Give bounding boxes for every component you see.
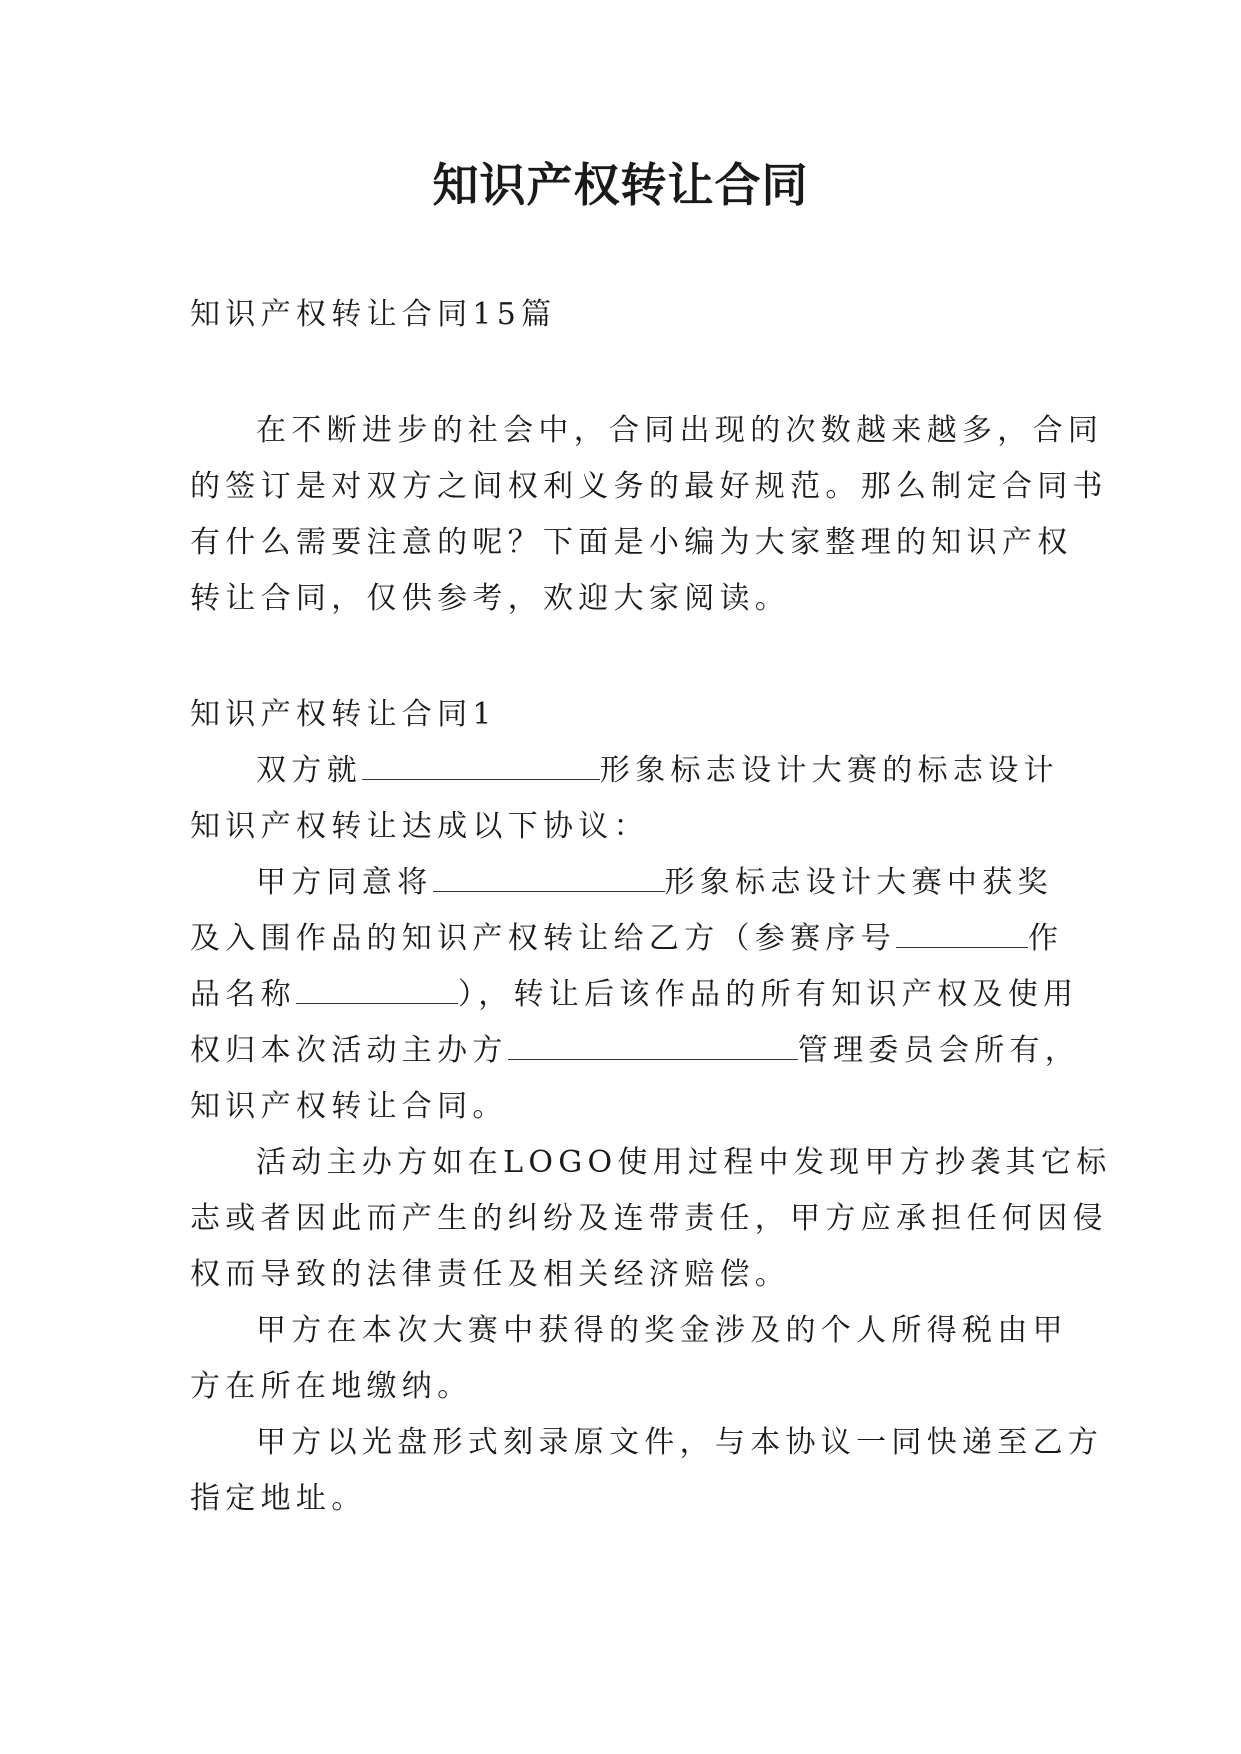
clause-text: ），转让后该作品的所有知识产权及使用 xyxy=(457,977,1079,1012)
clause-line xyxy=(190,967,1079,1023)
clause-line: 志或者因此而产生的纠纷及连带责任，甲方应承担任何因侵 xyxy=(190,1201,1108,1236)
clause-line: 活动主办方如在LOGO使用过程中发现甲方抄袭其它标 xyxy=(256,1145,1112,1180)
clause-line xyxy=(190,1023,1081,1079)
clause-line xyxy=(190,855,1070,911)
clause-line: 知识产权转让合同。 xyxy=(190,1089,508,1124)
clause-line: 权而导致的法律责任及相关经济赔偿。 xyxy=(190,1257,791,1292)
intro-line: 转让合同，仅供参考，欢迎大家阅读。 xyxy=(190,581,791,616)
blank-field xyxy=(296,977,458,1004)
clause-text: 甲方同意将 xyxy=(256,865,433,900)
document-title: 知识产权转让合同 xyxy=(432,158,809,212)
section-heading: 知识产权转让合同1 xyxy=(190,697,497,732)
clause-paragraph xyxy=(190,855,1081,1135)
clause-paragraph xyxy=(190,1135,1112,1303)
document-body xyxy=(190,287,1112,1527)
clause-line xyxy=(190,743,1070,799)
clause-text: 及入围作品的知识产权转让给乙方（参赛序号 xyxy=(190,921,896,956)
intro-line: 的签订是对双方之间权利义务的最好规范。那么制定合同书 xyxy=(190,469,1108,504)
clause-text: 作 xyxy=(1028,921,1064,956)
document-subtitle: 知识产权转让合同15篇 xyxy=(190,297,557,332)
intro-line: 在不断进步的社会中，合同出现的次数越来越多，合同 xyxy=(256,413,1104,448)
clause-line: 方在所在地缴纳。 xyxy=(190,1369,473,1404)
clause-line: 甲方以光盘形式刻录原文件，与本协议一同快递至乙方 xyxy=(256,1425,1104,1460)
clause-line: 指定地址。 xyxy=(190,1481,367,1516)
intro-paragraph xyxy=(190,403,1108,627)
clause-text: 权归本次活动主办方 xyxy=(190,1033,508,1068)
clause-paragraph xyxy=(190,1415,1104,1527)
clause-text: 形象标志设计大赛中获奖 xyxy=(664,865,1053,900)
clause-line: 知识产权转让达成以下协议： xyxy=(190,809,649,844)
blank-field xyxy=(433,865,665,892)
clause-line xyxy=(190,911,1070,967)
blank-field xyxy=(896,921,1028,948)
clause-paragraph xyxy=(190,1303,1070,1415)
intro-line: 有什么需要注意的呢？下面是小编为大家整理的知识产权 xyxy=(190,525,1073,560)
clause-text: 管理委员会所有， xyxy=(797,1033,1081,1068)
blank-field xyxy=(362,753,600,780)
clause-paragraph xyxy=(190,743,1070,855)
blank-field xyxy=(508,1033,798,1060)
clause-line: 甲方在本次大赛中获得的奖金涉及的个人所得税由甲 xyxy=(256,1313,1068,1348)
clause-text: 双方就 xyxy=(256,753,362,788)
clause-text: 品名称 xyxy=(190,977,296,1012)
clause-text: 形象标志设计大赛的标志设计 xyxy=(599,753,1059,788)
